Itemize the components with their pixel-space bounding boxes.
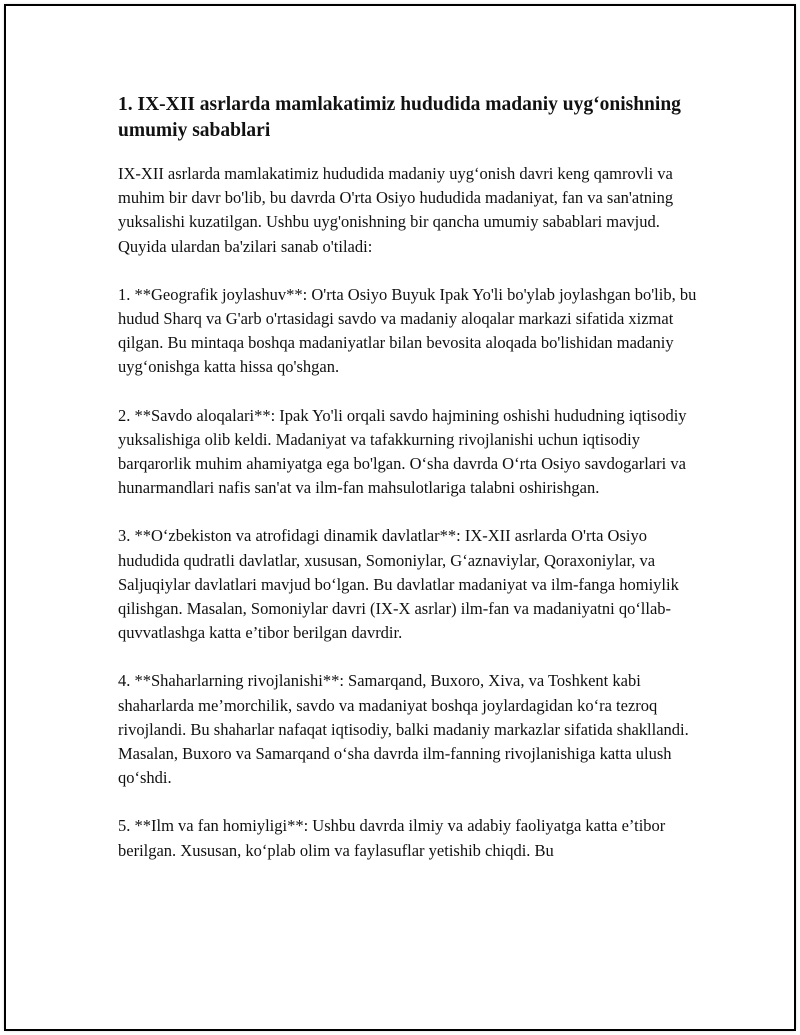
paragraph-dinamik-davlatlar: 3. **O‘zbekiston va atrofidagi dinamik davlatlar**: IX-XII asrlarda O'rta Osiyo hududida qudratli davlatlar, xususan, Somoniylar, G‘aznaviylar, Qoraxoniylar, va Saljuqiylar davlatlari mavjud bo‘lgan. Bu davlatlar madaniyat va ilm-fanga homiylik qilishgan. Masalan, Somoniylar davri (IX-X asrlar) ilm-fan va madaniyatni qo‘llab-quvvatlashga katta e’tibor berilgan davrdir. — [118, 526, 679, 643]
paragraph-ilm-va-fan-homiyligi: 5. **Ilm va fan homiyligi**: Ushbu davrda ilmiy va adabiy faoliyatga katta e’tibor berilgan. Xususan, ko‘plab olim va faylasuflar yetishib chiqdi. Bu — [118, 816, 666, 860]
intro-paragraph: IX-XII asrlarda mamlakatimiz hududida madaniy uyg‘onish davri keng qamrovli va muhim bir davr bo'lib, bu davrda O'rta Osiyo hududida madaniyat, fan va san'atning yuksalishi kuzatilgan. Ushbu uyg'onishning bir qancha umumiy sabablari mavjud. Quyida ulardan ba'zilari sanab o'tiladi: — [118, 164, 674, 256]
document-title: 1. IX-XII asrlarda mamlakatimiz hududida madaniy uyg‘onishning umumiy sabablari — [118, 94, 681, 141]
paragraph-geografik-joylashuv: 1. **Geografik joylashuv**: O'rta Osiyo Buyuk Ipak Yo'li bo'ylab joylashgan bo'lib, bu hudud Sharq va G'arb o'rtasidagi savdo va madaniy aloqalar markazi sifatida xizmat qilgan. Bu mintaqa boshqa madaniyatlar bilan bevosita aloqada bo'lishidan madaniy uyg‘onishga katta hissa qo'shgan. — [118, 284, 697, 377]
document-body — [118, 92, 698, 887]
paragraph-savdo-aloqalari: 2. **Savdo aloqalari**: Ipak Yo'li orqali savdo hajmining oshishi hududning iqtisodiy yuksalishiga olib keldi. Madaniyat va tafakkurning rivojlanishi uchun iqtisodiy barqarorlik muhim ahamiyatga ega bo'lgan. O‘sha davrda O‘rta Osiyo savdogarlari va hunarmandlari nafis san'at va ilm-fan mahsulotlariga talabni oshirishgan. — [118, 405, 687, 498]
document-page — [5, 5, 795, 1030]
paragraph-shaharlarning-rivojlanishi: 4. **Shaharlarning rivojlanishi**: Samarqand, Buxoro, Xiva, va Toshkent kabi shaharlarda me’morchilik, savdo va madaniyat boshqa joylardagidan ko‘ra tezroq rivojlandi. Bu shaharlar nafaqat iqtisodiy, balki madaniy markazlar sifatida shakllandi. Masalan, Buxoro va Samarqand o‘sha davrda ilm-fanning rivojlanishiga katta ulush qo‘shdi. — [118, 671, 689, 788]
